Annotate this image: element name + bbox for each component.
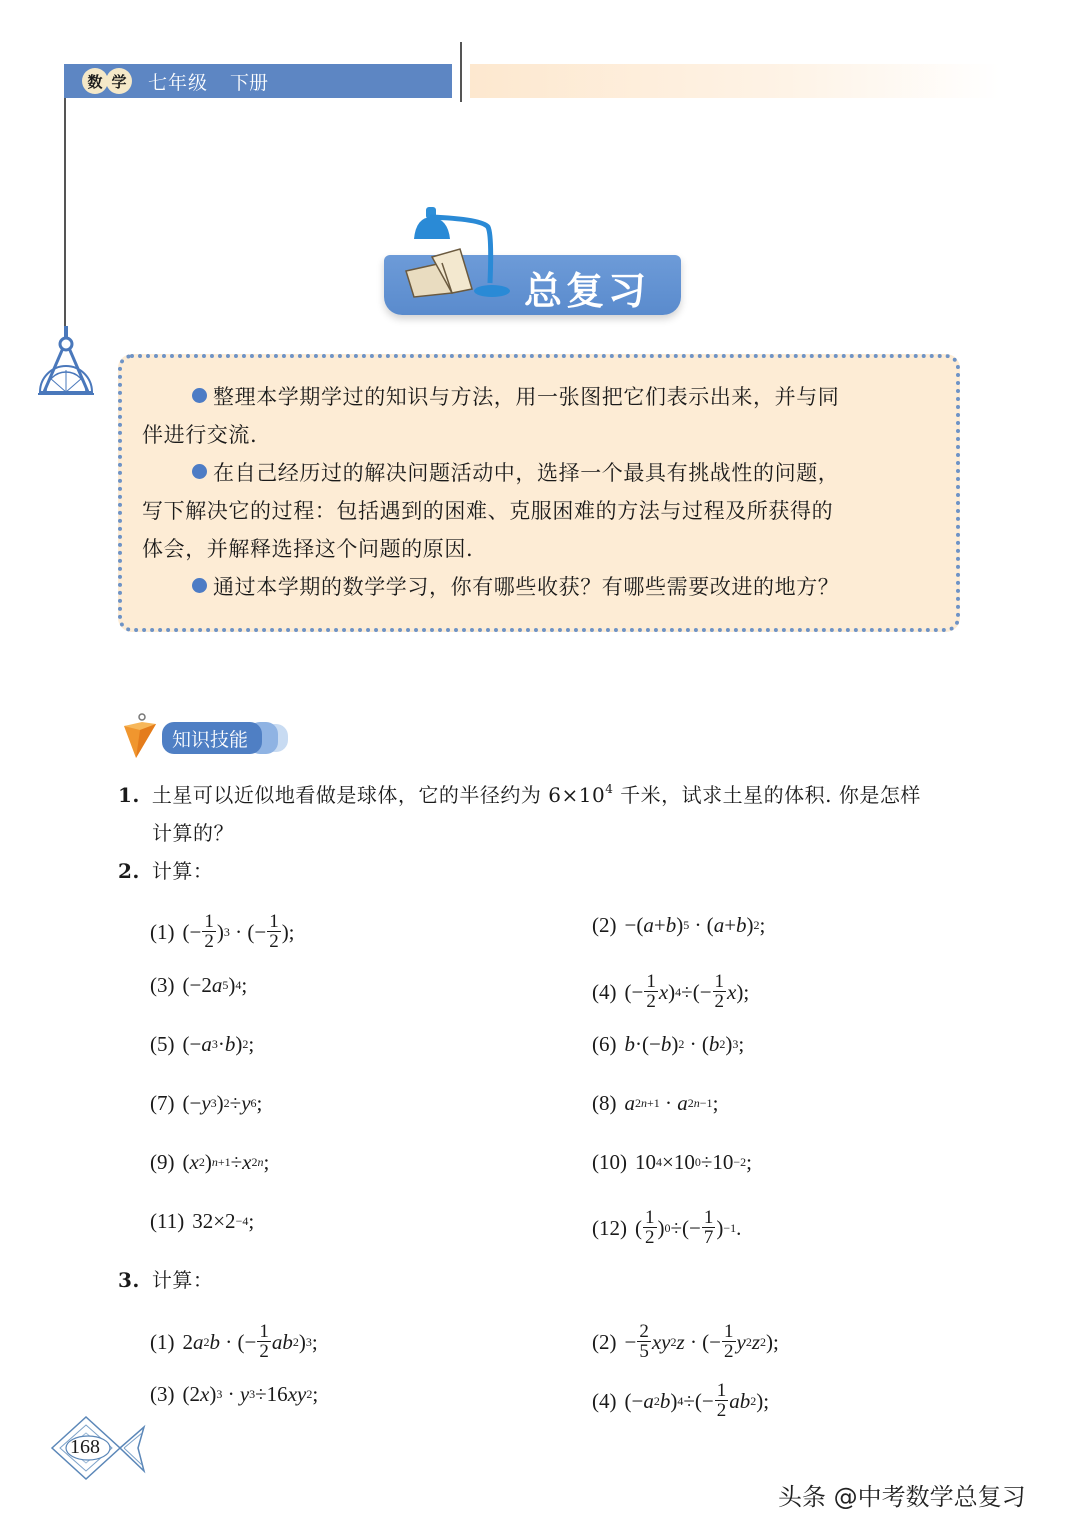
notice-item-2-cont: 写下解决它的过程：包括遇到的困难、克服困难的方法与过程及所获得的 bbox=[142, 499, 834, 523]
plumb-bob-icon bbox=[122, 712, 158, 760]
section-tag-knowledge-skills: 知识技能 bbox=[162, 722, 262, 754]
notice-item-1: 整理本学期学过的知识与方法，用一张图把它们表示出来，并与同 bbox=[192, 378, 839, 416]
q2-item-11: (11) 32×2 −4 ; bbox=[150, 1209, 255, 1233]
volume-label: 下册 bbox=[230, 71, 269, 94]
q3-item-2: (2) − $\frac{2}{5}$ xy 2 z · (− $\frac{1}{2}$ y 2 z 2 ); bbox=[592, 1321, 779, 1362]
bullet-icon bbox=[192, 388, 207, 403]
question-2: 2. 计算： bbox=[118, 859, 214, 883]
question-1: 1. 土星可以近似地看做是球体，它的半径约为 $6\times 10^4$ 千米，试求土星的体积. 你是怎样 bbox=[118, 782, 921, 807]
header-bar bbox=[64, 64, 452, 98]
q2-item-1: (1) (− $\frac{1}{2}$ ) 3 · (− $\frac{1}{2}$ ); bbox=[150, 911, 295, 952]
logo-char-1: 数 bbox=[82, 68, 108, 94]
notice-item-2-cont2: 体会，并解释选择这个问题的原因. bbox=[142, 537, 474, 561]
q2-item-2: (2) −( a + b ) 5 · ( a + b ) 2 ; bbox=[592, 913, 766, 937]
bullet-icon bbox=[192, 578, 207, 593]
bullet-icon bbox=[192, 464, 207, 479]
q2-item-12: (12) ( $\frac{1}{2}$ ) 0 ÷(− $\frac{1}{7}$ ) −1 . bbox=[592, 1207, 742, 1248]
question-3: 3. 计算： bbox=[118, 1268, 214, 1292]
q3-item-4: (4) (− a 2 b ) 4 ÷(− $\frac{1}{2}$ ab 2 ); bbox=[592, 1380, 770, 1421]
grade-label: 七年级 bbox=[148, 71, 209, 94]
notice-item-1-cont: 伴进行交流. bbox=[142, 423, 258, 447]
q3-item-1: (1) 2 a 2 b · (− $\frac{1}{2}$ ab 2 ) 3 ; bbox=[150, 1321, 318, 1362]
q2-item-6: (6) b ·(− b ) 2 · ( b 2 ) 3 ; bbox=[592, 1032, 745, 1056]
margin-rule bbox=[64, 98, 66, 326]
logo-char-2: 学 bbox=[106, 68, 132, 94]
q2-item-3: (3) (−2 a 5 ) 4 ; bbox=[150, 973, 248, 997]
q2-item-9: (9) ( x 2 ) n+1 ÷ x 2n ; bbox=[150, 1150, 270, 1174]
header-gradient-strip bbox=[470, 64, 1000, 98]
notice-item-2: 在自己经历过的解决问题活动中，选择一个最具有挑战性的问题， bbox=[192, 454, 839, 492]
q2-item-8: (8) a 2n+1 · a 2n−1 ; bbox=[592, 1091, 719, 1115]
q2-item-4: (4) (− $\frac{1}{2}$ x ) 4 ÷(− $\frac{1}{2}$ x ); bbox=[592, 971, 750, 1012]
desk-lamp-book-icon bbox=[402, 205, 512, 307]
q2-item-10: (10) 10 4 ×10 0 ÷10 −2 ; bbox=[592, 1150, 752, 1174]
q2-item-7: (7) (− y 3 ) 2 ÷ y 6 ; bbox=[150, 1091, 263, 1115]
q2-item-5: (5) (− a 3 · b ) 2 ; bbox=[150, 1032, 255, 1056]
subject-logo bbox=[82, 68, 130, 94]
page-number: 168 bbox=[70, 1436, 100, 1458]
review-notice-box bbox=[118, 354, 960, 632]
watermark: 头条 @中考数学总复习 bbox=[778, 1483, 1026, 1511]
notice-item-3: 通过本学期的数学学习，你有哪些收获？有哪些需要改进的地方？ bbox=[192, 568, 839, 606]
page-title: 总复习 bbox=[524, 269, 651, 313]
q3-item-3: (3) (2 x ) 3 · y 3 ÷16 xy 2 ; bbox=[150, 1382, 319, 1406]
header-divider bbox=[460, 42, 462, 102]
compass-protractor-icon bbox=[36, 326, 96, 398]
question-1-cont: 计算的？ bbox=[152, 821, 234, 845]
